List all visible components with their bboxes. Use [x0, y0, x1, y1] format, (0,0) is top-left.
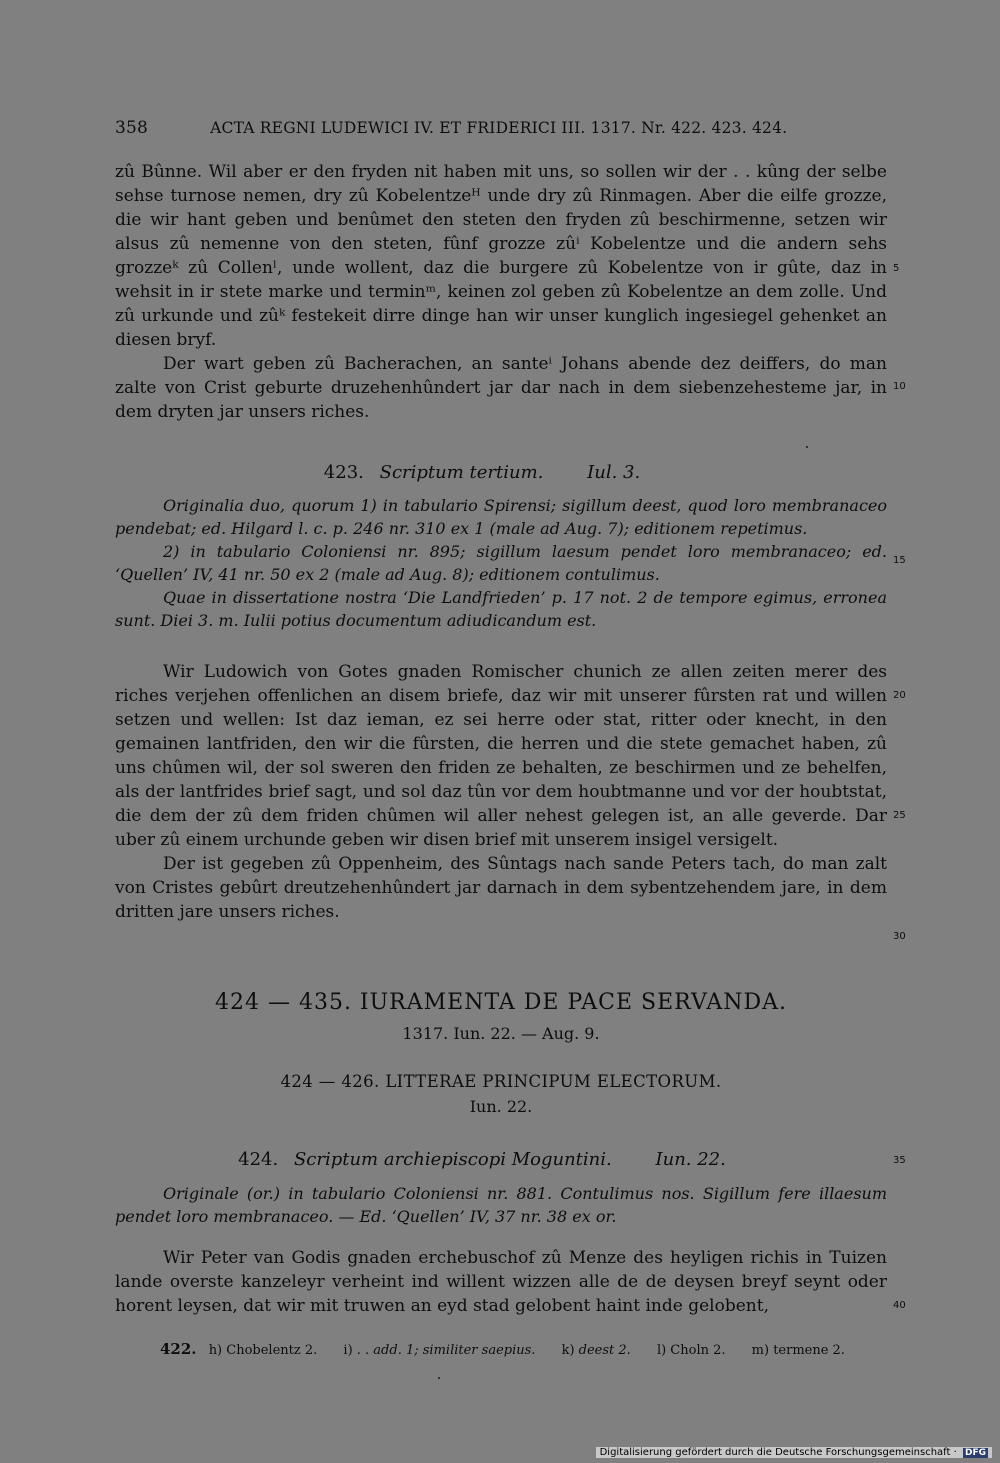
doc-number: 424. — [238, 1149, 279, 1170]
speck-mark — [806, 446, 808, 448]
credit-text: Digitalisierung gefördert durch die Deutsche Forschungsgemeinschaft · — [599, 1447, 957, 1458]
footnote-mark: k) — [561, 1343, 575, 1358]
footnote-m: m) termene 2. — [751, 1343, 845, 1358]
doc-424-notes — [115, 1182, 887, 1228]
running-header — [115, 118, 815, 138]
dfg-credit — [596, 1447, 992, 1458]
section-dates: 1317. Iun. 22. — Aug. 9. — [402, 1024, 600, 1043]
speck-mark — [438, 1377, 440, 1379]
source-note: 2) in tabulario Coloniensi nr. 895; sigillum laesum pendet loro membranaceo; ed. ‘Quellen’ IV, 41 nr. 50 ex 2 (male ad Aug. 8); editionem contulimus. — [115, 542, 887, 584]
line-number: 20 — [893, 690, 906, 701]
line-number: 40 — [893, 1300, 906, 1311]
paragraph: Wir Peter van Godis gnaden erchebuschof zû Menze des heyligen richis in Tuizen lande overste kanzeleyr verheint ind willent wizzen alle de de deysen breyf seynt oder horent leysen, dat wir mit truwen an eyd stad gelobent haint inde gelobent, — [115, 1248, 887, 1316]
source-note: Quae in dissertatione nostra ‘Die Landfrieden’ p. 17 not. 2 de tempore egimus, erronea sunt. Diei 3. m. Iulii potius documentum adiudicandum est. — [115, 588, 887, 630]
continued-text — [115, 160, 887, 424]
page-number: 358 — [115, 118, 149, 138]
doc-423-text — [115, 660, 887, 924]
line-number: 10 — [893, 381, 906, 392]
running-title: ACTA REGNI LUDEWICI IV. ET FRIDERICI III. 1317. Nr. 422. 423. 424. — [210, 119, 788, 137]
doc-number: 423. — [323, 462, 364, 483]
footnote-label: 422. — [160, 1340, 197, 1358]
doc-date: Iun. 22. — [655, 1149, 726, 1170]
doc-424-heading — [115, 1149, 887, 1170]
footnote-k — [562, 1343, 631, 1358]
doc-423-heading — [115, 462, 887, 483]
source-note: Originalia duo, quorum 1) in tabulario Spirensi; sigillum deest, quod loro membranaceo pendebat; ed. Hilgard l. c. p. 246 nr. 310 ex 1 (male ad Aug. 7); editionem repetimus. — [115, 496, 887, 538]
line-number: 25 — [893, 810, 906, 821]
footnote-text: deest 2. — [578, 1343, 631, 1358]
dfg-logo-icon: DFG — [964, 1448, 986, 1458]
paragraph: Wir Ludowich von Gotes gnaden Romischer chunich ze allen zeiten merer des riches verjehen offenlichen an disem briefe, daz wir mit unserer fûrsten rat und willen setzen und wellen: Ist daz ieman, ez sei herre oder stat, ritter oder knecht, in den gemainen lantfriden, den wir die fûrsten, die herren und die stete gemachet haben, zû uns chûmen wil, der sol sweren den friden ze behalten, ze beschirmen und ze behelfen, als der lantfrides brief sagt, und sol daz tûn vor dem houbtmanne und vor der houbtstat, die dem der zû dem friden chûmen wil aller nehest gelegen ist, an alle geverde. Dar uber zû einem urchunde geben wir disen brief mit unserem insigel versigelt. — [115, 662, 887, 850]
paragraph: Der ist gegeben zû Oppenheim, des Sûntags nach sande Peters tach, do man zalt von Cristes gebûrt dreutzehenhûndert jar darnach in dem sybentzehendem jare, in dem dritten jare unsers riches. — [115, 854, 887, 922]
footnotes — [160, 1340, 900, 1358]
line-number: 35 — [893, 1155, 906, 1166]
doc-title: Scriptum tertium. — [379, 462, 544, 483]
doc-424-text — [115, 1246, 887, 1318]
doc-423-notes — [115, 494, 887, 632]
footnote-text: . . add. 1; similiter saepius. — [356, 1343, 536, 1358]
footnote-i — [343, 1343, 535, 1358]
footnote-h: h) Chobelentz 2. — [208, 1343, 318, 1358]
footnote-l: l) Choln 2. — [656, 1343, 726, 1358]
doc-date: Iul. 3. — [587, 462, 641, 483]
line-number: 5 — [893, 263, 900, 274]
footnote-mark: i) — [343, 1343, 353, 1358]
doc-title: Scriptum archiepiscopi Moguntini. — [293, 1149, 612, 1170]
paragraph: zû Bûnne. Wil aber er den fryden nit haben mit uns, so sollen wir der . . kûng der selbe sehse turnose nemen, dry zû Kobelentzeᴴ unde dry zû Rinmagen. Aber die eilfe grozze, die wir hant geben und benûmet den steten den fryden zû beschirmenne, setzen wir alsus zû nemenne von den steten, fûnf grozze zûⁱ Kobelentze und die andern sehs grozzeᵏ zû Collenˡ, unde wollent, daz die burgere zû Kobelentze von ir gûte, daz in wehsit in ir stete marke und terminᵐ, keinen zol geben zû Kobelentze an dem zolle. Und zû urkunde und zûᵏ festekeit dirre dinge han wir unser kunglich ingesiegel gehenket an diesen bryf. — [115, 162, 887, 350]
line-number: 15 — [893, 555, 906, 566]
paragraph: Der wart geben zû Bacherachen, an santeⁱ Johans abende dez deiffers, do man zalte von Crist geburte druzehenhûndert jar dar nach in dem siebenzehesteme jar, in dem dryten jar unsers riches. — [115, 354, 887, 422]
subsection-title: 424 — 426. LITTERAE PRINCIPUM ELECTORUM. — [280, 1072, 722, 1091]
section-title: 424 — 435. IURAMENTA DE PACE SERVANDA. — [214, 990, 788, 1015]
line-number: 30 — [893, 931, 906, 942]
source-note: Originale (or.) in tabulario Coloniensi nr. 881. Contulimus nos. Sigillum fere illaesum pendet loro membranaceo. — Ed. ‘Quellen’ IV, 37 nr. 38 ex or. — [115, 1184, 887, 1226]
subsection-date: Iun. 22. — [469, 1097, 533, 1116]
